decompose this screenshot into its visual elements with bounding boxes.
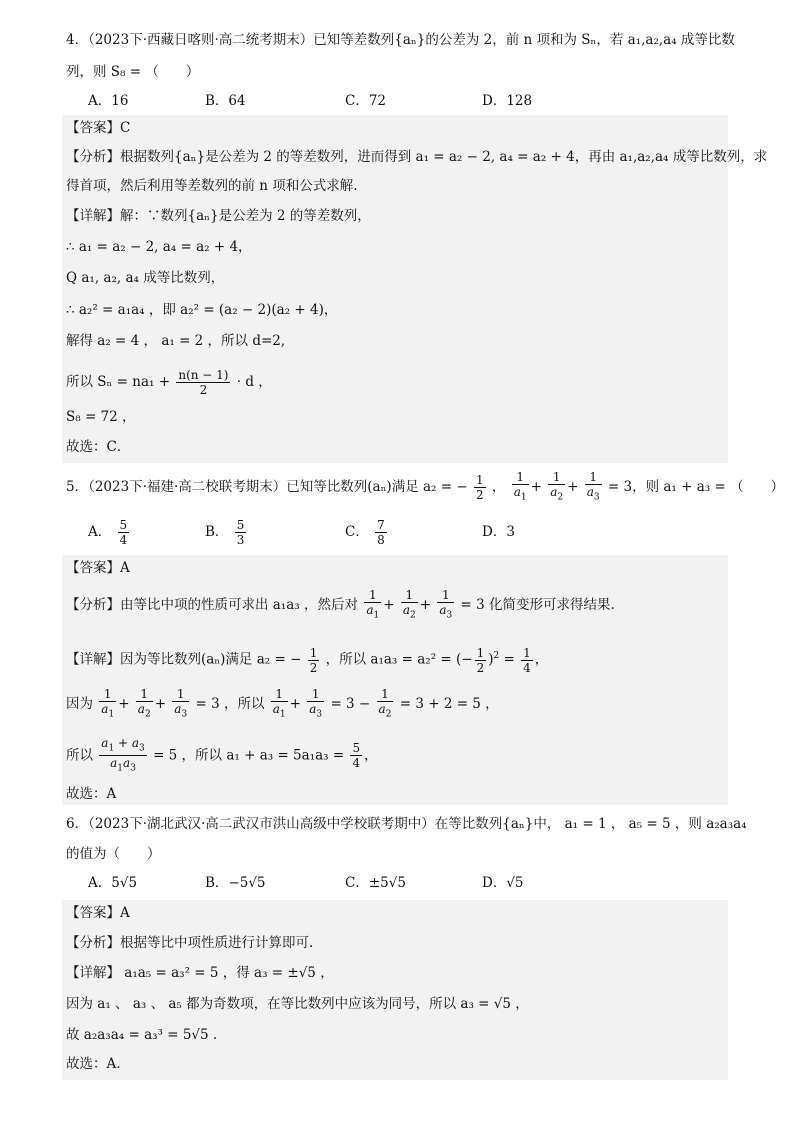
q5-detail-line3: 所以 $\frac{a_1 + a_3}{a_1a_3}$ = 5 ，所以 a₁ + a₃ = 5a₁a₃ = $\frac{5}{4}$ ， xyxy=(66,736,378,774)
q5-stem: 5．（2023下·福建·高二校联考期末）已知等比数列(aₙ)满足 a₂ = − $\frac{1}{2}$ ， $\frac{1}{a_1}$ + $\frac{1}{a_2}$ + $\frac{1}{a_3}$ = 3，则 a₁ + a₃ = （ ） xyxy=(66,470,785,503)
q4-option-c: C．72 xyxy=(345,93,387,109)
q4-detail-line1: 【详解】解：∵数列{aₙ}是公差为 2 的等差数列， xyxy=(66,208,371,224)
q6-solution-panel xyxy=(62,900,728,1080)
q4-answer: 【答案】C xyxy=(66,120,131,136)
q4-stem-line2: 列，则 S₈ = （ ） xyxy=(66,64,200,80)
q6-option-c: C．±5√5 xyxy=(345,875,406,891)
q4-sn-frac-num: n(n − 1) xyxy=(178,368,229,382)
q4-sn-prefix: 所以 Sₙ = na₁ + xyxy=(66,374,171,390)
q6-option-a: A．5√5 xyxy=(88,875,138,891)
q5-stem-sep: ， xyxy=(491,479,506,495)
q6-stem-line1: 6．（2023下·湖北武汉·高二武汉市洪山高级中学校联考期中）在等比数列{aₙ}中， a₁ = 1 ， a₅ = 5 ，则 a₂a₃a₄ xyxy=(66,816,747,832)
q6-analysis: 【分析】根据等比中项性质进行计算即可. xyxy=(66,935,314,951)
q4-sn-fraction xyxy=(176,368,230,397)
q4-conclusion: 故选：C． xyxy=(66,439,131,455)
q5-analysis: 【分析】由等比中项的性质可求出 a₁a₃ ，然后对 $\frac{1}{a_1}$ + $\frac{1}{a_2}$ + $\frac{1}{a_3}$ = 3 化简变形可求得结果. xyxy=(66,588,615,621)
q4-detail-s8: S₈ = 72 ， xyxy=(66,409,136,425)
q4-analysis-line2: 得首项，然后利用等差数列的前 n 项和公式求解. xyxy=(66,178,358,194)
q4-detail-sn xyxy=(66,364,272,400)
q5-answer: 【答案】A xyxy=(66,560,130,576)
q6-conclusion: 故选：A. xyxy=(66,1056,121,1072)
q6-detail-line3: 故 a₂a₃a₄ = a₃³ = 5√5 . xyxy=(66,1027,218,1043)
q5-option-b: B． $\frac{5}{3}$ xyxy=(205,518,245,547)
q4-analysis-line1: 【分析】根据数列{aₙ}是公差为 2 的等差数列，进而得到 a₁ = a₂ − 2, a₄ = a₂ + 4，再由 a₁,a₂,a₄ 成等比数列，求 xyxy=(66,149,768,165)
q5-detail-line1: 【详解】因为等比数列(aₙ)满足 a₂ = − $\frac{1}{2}$ ，所以 a₁a₃ = a₂² = (− $\frac{1}{2}$ )$^2$ = $\frac{1}{4}$ ， xyxy=(66,645,549,675)
q6-detail-line2: 因为 a₁ 、 a₃ 、 a₅ 都为奇数项，在等比数列中应该为同号，所以 a₃ = √5 ， xyxy=(66,996,529,1012)
q6-option-b: B．−5√5 xyxy=(205,875,266,891)
q4-option-d: D．128 xyxy=(482,93,533,109)
q5-option-c: C． $\frac{7}{8}$ xyxy=(345,518,385,547)
q5-stem-text: 5．（2023下·福建·高二校联考期末）已知等比数列(aₙ)满足 a₂ = − xyxy=(66,479,468,495)
q4-solution-panel xyxy=(62,115,728,463)
q4-detail-line3: Q a₁, a₂, a₄ 成等比数列， xyxy=(66,270,225,286)
q4-sn-frac-den: 2 xyxy=(199,383,208,397)
q4-detail-line5: 解得 a₂ = 4 ， a₁ = 2 ，所以 d=2, xyxy=(66,333,286,349)
q6-detail-line1: 【详解】 a₁a₅ = a₃² = 5 ，得 a₃ = ±√5 ， xyxy=(66,965,334,981)
q6-stem-line2: 的值为（ ） xyxy=(66,846,161,862)
q5-option-a: A． $\frac{5}{4}$ xyxy=(88,518,128,547)
q5-option-d: D．3 xyxy=(482,524,515,540)
q4-option-b: B．64 xyxy=(205,93,246,109)
q6-option-d: D．√5 xyxy=(482,875,524,891)
q5-detail-line2: 因为 $\frac{1}{a_1}$ + $\frac{1}{a_2}$ + $\frac{1}{a_3}$ = 3 ，所以 $\frac{1}{a_1}$ + $\frac{1}{a_3}$ = 3 − $\frac{1}{a_2}$ = 3 + 2 = 5 ， xyxy=(66,687,499,720)
q4-detail-line2: ∴ a₁ = a₂ − 2, a₄ = a₂ + 4， xyxy=(66,239,252,255)
q5-stem-eq: = 3，则 a₁ + a₃ = （ ） xyxy=(607,479,785,495)
q4-sn-tail: · d ， xyxy=(236,374,272,390)
q5-stem-frac-half: $\frac{1}{2}$ xyxy=(475,473,484,502)
q4-detail-line4: ∴ a₂² = a₁a₄ ，即 a₂² = (a₂ − 2)(a₂ + 4)， xyxy=(66,302,338,318)
q5-conclusion: 故选：A xyxy=(66,786,117,802)
q4-stem-line1: 4．（2023下·西藏日喀则·高二统考期末）已知等差数列{aₙ}的公差为 2，前 n 项和为 Sₙ，若 a₁,a₂,a₄ 成等比数 xyxy=(66,32,735,48)
q4-option-a: A．16 xyxy=(88,93,129,109)
q6-answer: 【答案】A xyxy=(66,905,130,921)
